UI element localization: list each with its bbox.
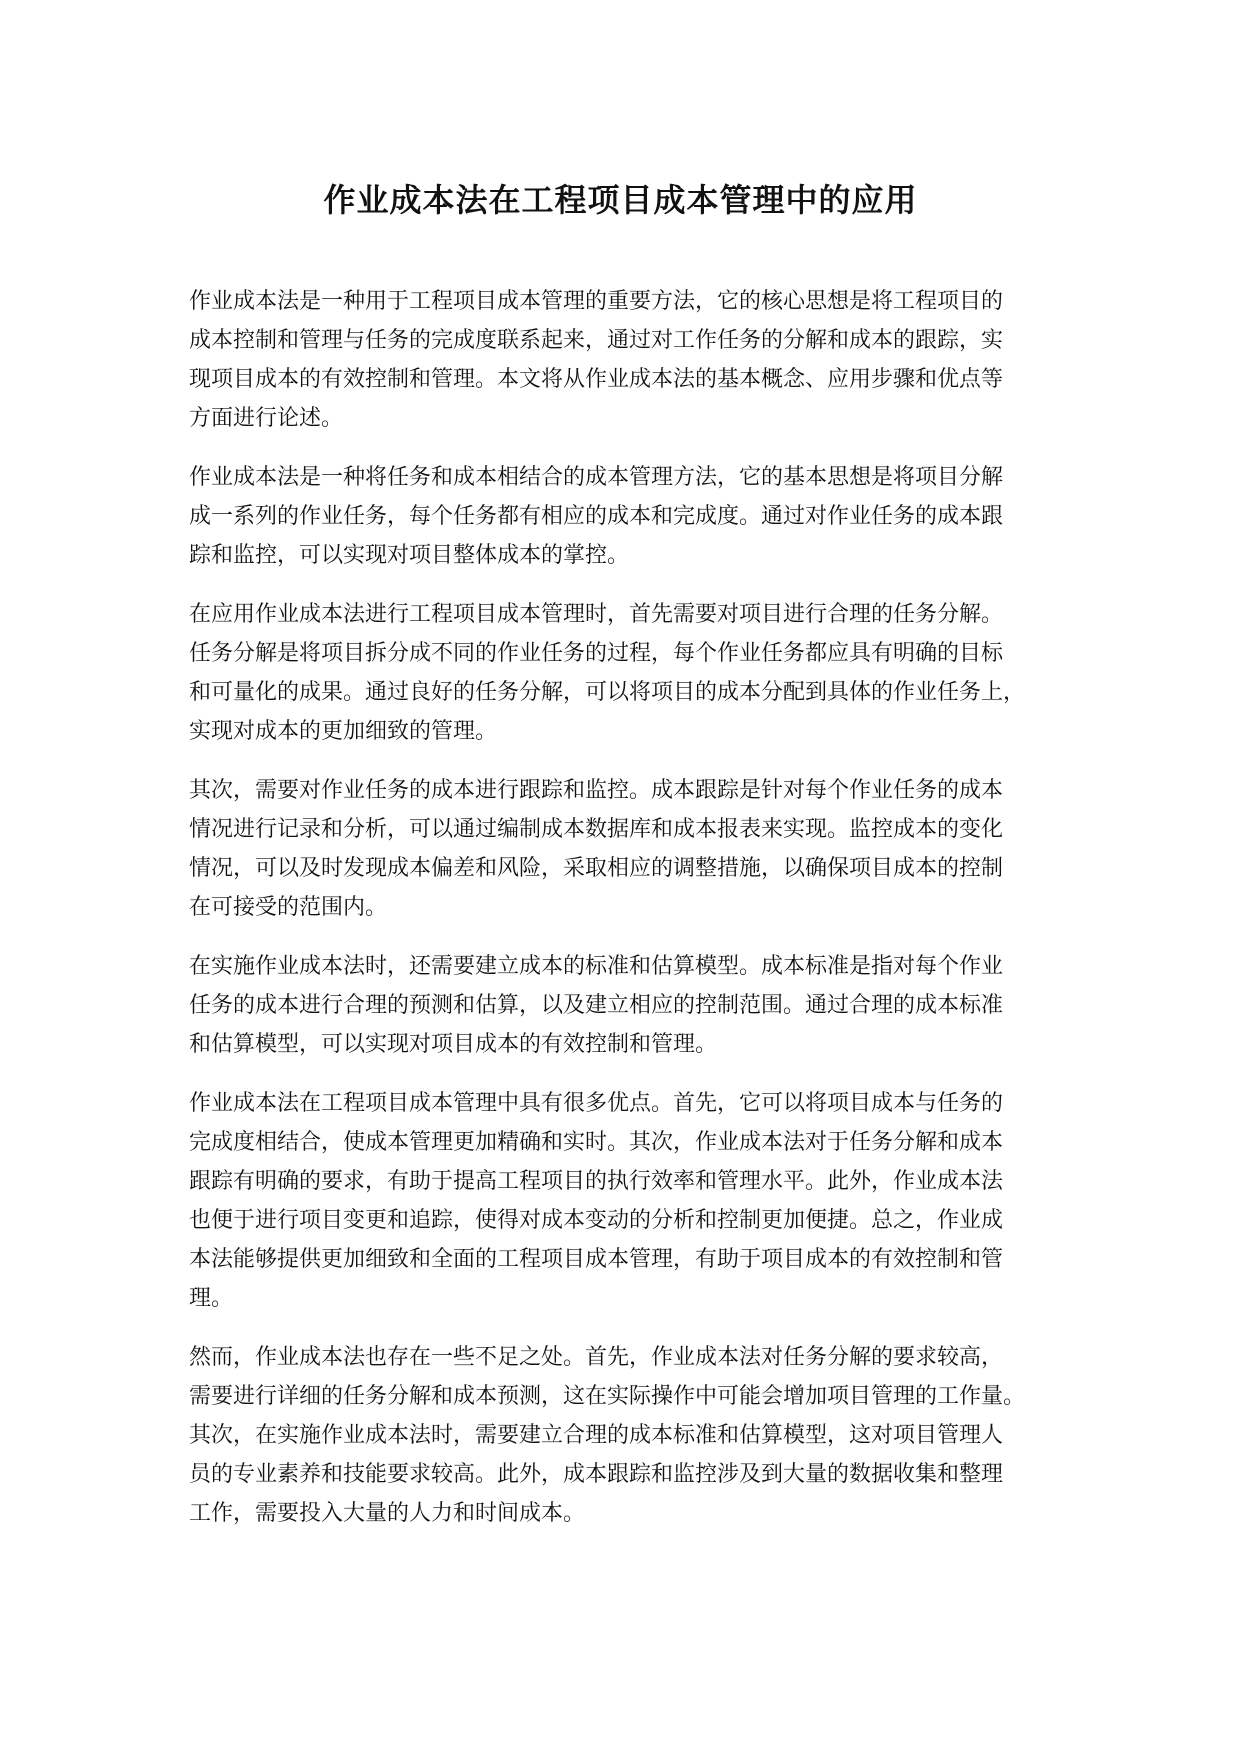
paragraph-line: 作业成本法在工程项目成本管理中具有很多优点。首先，它可以将项目成本与任务的 [189, 1091, 1004, 1116]
paragraph-4 [189, 771, 1084, 927]
paragraph-line: 需要进行详细的任务分解和成本预测，这在实际操作中可能会增加项目管理的工作量。 [189, 1384, 1026, 1409]
document-body [189, 282, 1084, 1553]
paragraph-line: 作业成本法是一种用于工程项目成本管理的重要方法，它的核心思想是将工程项目的 [189, 289, 1004, 314]
paragraph-line: 工作，需要投入大量的人力和时间成本。 [189, 1501, 586, 1526]
paragraph-line: 完成度相结合，使成本管理更加精确和实时。其次，作业成本法对于任务分解和成本 [189, 1130, 1004, 1155]
paragraph-line: 在可接受的范围内。 [189, 895, 388, 920]
paragraph-3 [189, 595, 1084, 751]
paragraph-line: 也便于进行项目变更和追踪，使得对成本变动的分析和控制更加便捷。总之，作业成 [189, 1208, 1004, 1233]
paragraph-line: 本法能够提供更加细致和全面的工程项目成本管理，有助于项目成本的有效控制和管 [189, 1247, 1004, 1272]
document-title: 作业成本法在工程项目成本管理中的应用 [323, 181, 918, 219]
paragraph-line: 方面进行论述。 [189, 406, 344, 431]
paragraph-line: 成本控制和管理与任务的完成度联系起来，通过对工作任务的分解和成本的跟踪，实 [189, 328, 1004, 353]
paragraph-7 [189, 1338, 1084, 1533]
paragraph-line: 其次，需要对作业任务的成本进行跟踪和监控。成本跟踪是针对每个作业任务的成本 [189, 778, 1004, 803]
paragraph-line: 和估算模型，可以实现对项目成本的有效控制和管理。 [189, 1032, 718, 1057]
paragraph-line: 理。 [189, 1286, 234, 1311]
paragraph-line: 在应用作业成本法进行工程项目成本管理时，首先需要对项目进行合理的任务分解。 [189, 602, 1004, 627]
paragraph-line: 踪和监控，可以实现对项目整体成本的掌控。 [189, 543, 630, 568]
paragraph-1 [189, 282, 1084, 438]
paragraph-line: 在实施作业成本法时，还需要建立成本的标准和估算模型。成本标准是指对每个作业 [189, 954, 1004, 979]
paragraph-line: 作业成本法是一种将任务和成本相结合的成本管理方法，它的基本思想是将项目分解 [189, 465, 1004, 490]
paragraph-line: 任务分解是将项目拆分成不同的作业任务的过程，每个作业任务都应具有明确的目标 [189, 641, 1004, 666]
paragraph-line: 情况，可以及时发现成本偏差和风险，采取相应的调整措施，以确保项目成本的控制 [189, 856, 1004, 881]
paragraph-6 [189, 1084, 1084, 1318]
paragraph-line: 其次，在实施作业成本法时，需要建立合理的成本标准和估算模型，这对项目管理人 [189, 1423, 1004, 1448]
paragraph-line: 实现对成本的更加细致的管理。 [189, 719, 498, 744]
paragraph-line: 现项目成本的有效控制和管理。本文将从作业成本法的基本概念、应用步骤和优点等 [189, 367, 1004, 392]
paragraph-5 [189, 947, 1084, 1064]
paragraph-line: 情况进行记录和分析，可以通过编制成本数据库和成本报表来实现。监控成本的变化 [189, 817, 1004, 842]
paragraph-line: 任务的成本进行合理的预测和估算，以及建立相应的控制范围。通过合理的成本标准 [189, 993, 1004, 1018]
paragraph-2 [189, 458, 1084, 575]
paragraph-line: 成一系列的作业任务，每个任务都有相应的成本和完成度。通过对作业任务的成本跟 [189, 504, 1004, 529]
paragraph-line: 跟踪有明确的要求，有助于提高工程项目的执行效率和管理水平。此外，作业成本法 [189, 1169, 1004, 1194]
paragraph-line: 员的专业素养和技能要求较高。此外，成本跟踪和监控涉及到大量的数据收集和整理 [189, 1462, 1004, 1487]
paragraph-line: 和可量化的成果。通过良好的任务分解，可以将项目的成本分配到具体的作业任务上， [189, 680, 1026, 705]
paragraph-line: 然而，作业成本法也存在一些不足之处。首先，作业成本法对任务分解的要求较高， [189, 1345, 1004, 1370]
